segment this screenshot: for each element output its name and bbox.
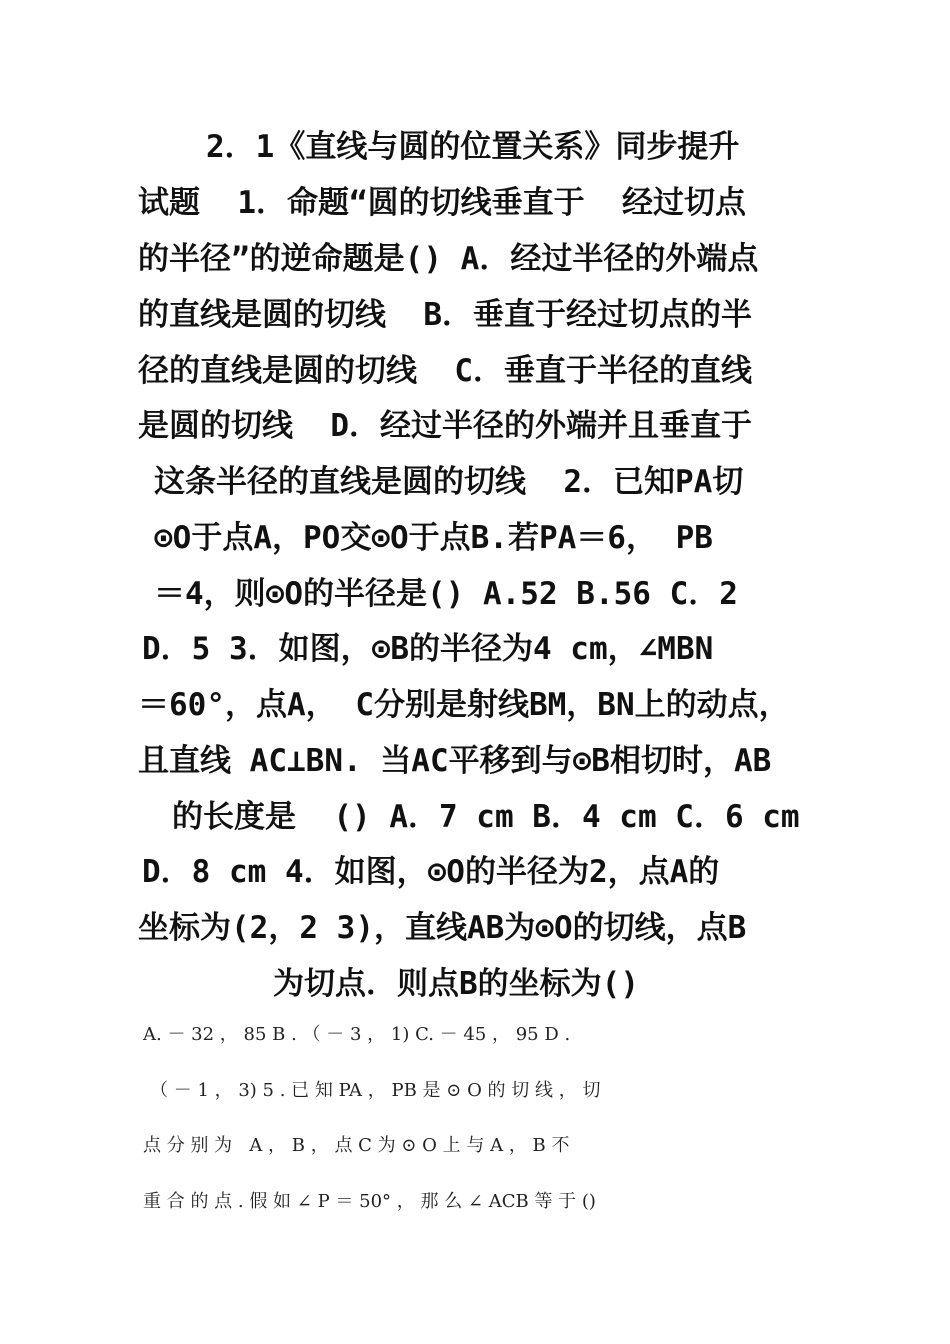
text-line-8: ⊙O于点A，PO交⊙O于点B.若PA＝6， PB <box>154 520 713 556</box>
text-line-16: 为切点．则点B的坐标为() <box>273 966 639 1002</box>
small-text-line-3: 点 分 别 为 A ， B ， 点 C 为 ⊙ O 上 与 A ， B 不 <box>143 1135 570 1156</box>
text-line-7: 这条半径的直线是圆的切线 2．已知PA切 <box>154 464 744 500</box>
text-line-9: ＝4，则⊙O的半径是() A.52 B.56 C．2 <box>154 576 738 612</box>
text-line-4: 的直线是圆的切线 B．垂直于经过切点的半 <box>138 297 752 333</box>
small-text-line-2: （ － 1 ， 3) 5 . 已 知 PA ， PB 是 ⊙ O 的 切 线 ， 切 <box>150 1080 601 1101</box>
text-line-6: 是圆的切线 D．经过半径的外端并且垂直于 <box>138 408 752 444</box>
text-line-10: D．5 3．如图，⊙B的半径为4 cm，∠MBN <box>142 631 714 667</box>
text-line-5: 径的直线是圆的切线 C．垂直于半径的直线 <box>138 353 752 389</box>
text-line-11: ＝60°，点A， C分别是射线BM，BN上的动点， <box>138 687 790 723</box>
text-line-15: 坐标为(2，2 3)，直线AB为⊙O的切线，点B <box>138 910 747 946</box>
text-line-12: 且直线 AC⊥BN. 当AC平移到与⊙B相切时，AB <box>138 743 772 779</box>
small-text-line-4: 重 合 的 点 . 假 如 ∠ P ＝ 50° ， 那 么 ∠ ACB 等 于 () <box>143 1191 596 1212</box>
small-text-line-1: A. － 32 ， 85 B . （ － 3 ， 1) C. － 45 ， 95 D . <box>143 1024 571 1045</box>
text-line-1: 2．1《直线与圆的位置关系》同步提升 <box>206 129 740 165</box>
text-line-2: 试题 1．命题“圆的切线垂直于 经过切点 <box>138 185 746 221</box>
text-line-3: 的半径”的逆命题是() A．经过半径的外端点 <box>138 241 759 277</box>
text-line-14: D．8 cm 4．如图，⊙O的半径为2，点A的 <box>142 854 720 890</box>
text-line-13: 的长度是 () A．7 cm B．4 cm C．6 cm <box>172 799 800 835</box>
